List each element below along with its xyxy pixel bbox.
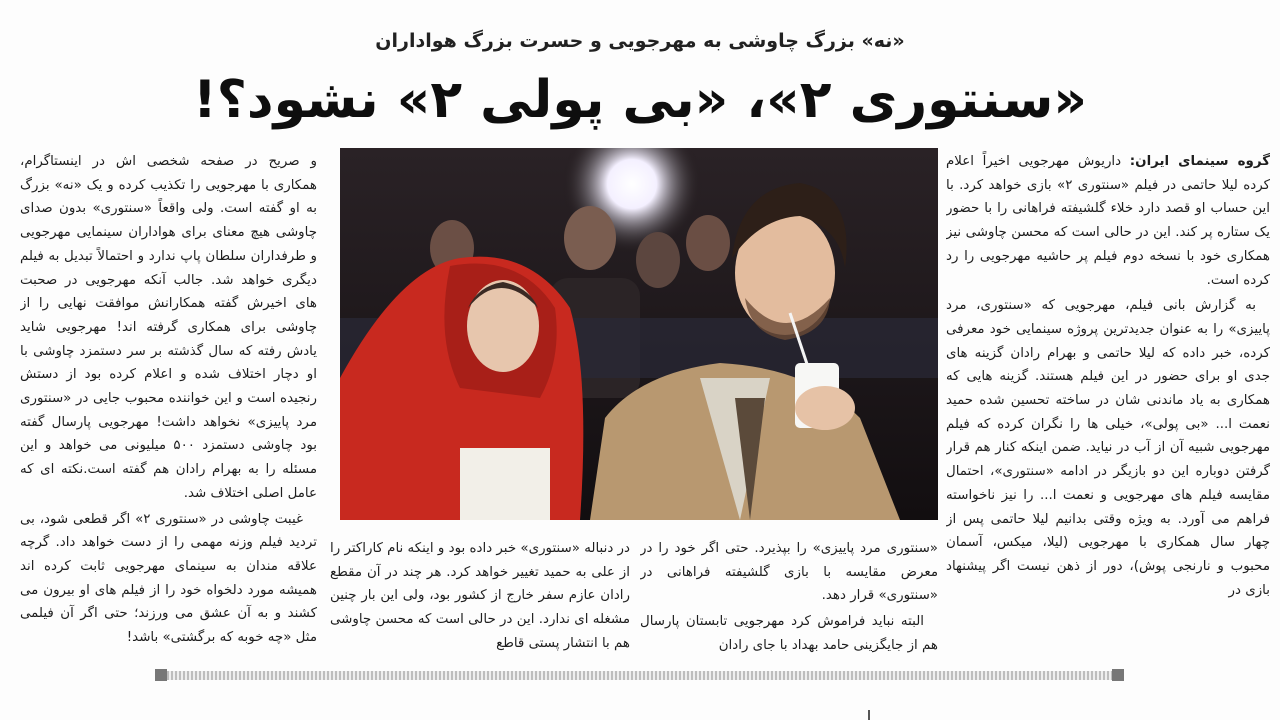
paragraph: به گزارش بانی فیلم، مهرجویی که «سنتوری، مرد پاییزی» را به عنوان جدیدترین پروژه سینمایی خود معرفی کرده، خبر داده که لیلا حاتمی و بهرام رادان گزینه های جدی او برای حضور در این فیلم هستند. گزینه هایی که همکاری به یاد ماندنی شان در ساخته تحسین شده حمید نعمت ا... «بی پولی»، خیلی ها را نگران کرده که فیلم مهرجویی شبیه آن از آب در نیاید. ضمن اینکه کنار هم قرار گرفتن دوباره این دو بازیگر در ادامه «سنتوری»، احتمال مقایسه فیلم های مهرجویی و نعمت ا... را نیز ناخواسته فراهم می آورد. به ویژه وقتی بدانیم لیلا حاتمی پس از چهار سال همکاری با مهرجویی (لیلا، میکس، آسمان محبوب و نارنجی پوش)، دور از ذهن نیست اگر پیشنهاد بازی در	[946, 298, 1270, 598]
column-right	[946, 150, 1270, 660]
page-separator	[155, 671, 1123, 680]
paragraph: غیبت چاوشی در «سنتوری ۲» اگر قطعی شود، بی تردید فیلم وزنه مهمی را از دست خواهد داد. گرچه علاقه مندان به سینمای مهرجویی ثابت کرده اند همیشه مورد دلخواه خود را از فیلم های او بیرون می کشند و به آن عشق می ورزند؛ حتی اگر آن فیلمی مثل «چه خوبه که برگشتی» باشد!	[20, 511, 317, 646]
column-left	[20, 150, 317, 665]
paragraph-text: داریوش مهرجویی اخیراً اعلام کرده لیلا حاتمی در فیلم «سنتوری ۲» بازی خواهد کرد. با این حساب او قصد دارد خلاء گلشیفته فراهانی را با حضور یک ستاره پر کند. این در حالی است که محسن چاوشی نیز همکاری خود با نسخه دوم فیلم پر حاشیه مهرجویی را رد کرده است.	[946, 154, 1270, 288]
paragraph: و صریح در صفحه شخصی اش در اینستاگرام، همکاری با مهرجویی را تکذیب کرده و یک «نه» بزرگ به او گفته است. ولی واقعاً «سنتوری» بدون صدای چاوشی هیچ معنای برای هواداران سینمایی مهرجویی و طرفداران سلطان پاپ ندارد و احتمالاً تبدیل به فیلم دیگری خواهد شد. جالب آنکه مهرجویی در صحبت های اخیرش گفته همکارانش موافقت نهایی را از چاوشی برای همکاری گرفته اند! مهرجویی شاید یادش رفته که سال گذشته بر سر دستمزد چاوشی با او دچار اختلاف شده و اعلام کرده بود از دستش رنجیده است و این خواننده محبوب جایی در «سنتوری مرد پاییزی» نخواهد داشت! مهرجویی پارسال گفته بود چاوشی دستمزد ۵۰۰ میلیونی می خواهد و این مسئله را به بهرام رادان هم گفته است.نکته ای که عامل اصلی اختلاف شد.	[20, 154, 317, 501]
column-rule	[868, 710, 870, 720]
article-headline: «سنتوری ۲»، «بی پولی ۲» نشود؟!	[193, 70, 1087, 130]
cinema-scene-illustration	[340, 148, 938, 520]
lead-label: گروه سینمای ایران:	[1129, 154, 1270, 169]
separator-cap-right	[1112, 669, 1124, 681]
paragraph: «سنتوری مرد پاییزی» را بپذیرد. حتی اگر خود را در معرض مقایسه با بازی گلشیفته فراهانی در «سنتوری» قرار دهد.	[640, 541, 938, 604]
paragraph: در دنباله «سنتوری» خبر داده بود و اینکه نام کاراکتر را از علی به حمید تغییر خواهد کرد. هر چند در آن مقطع رادان عازم سفر خارج از کشور بود، ولی این بار چنین مشغله ای ندارد. این در حالی است که محسن چاوشی هم با انتشار پستی قاطع	[330, 541, 630, 651]
article-kicker: «نه» بزرگ چاوشی به مهرجویی و حسرت بزرگ هواداران	[375, 30, 905, 52]
paragraph: البته نباید فراموش کرد مهرجویی تابستان پارسال هم از جایگزینی حامد بهداد با جای رادان	[640, 614, 938, 653]
paragraph	[946, 150, 1270, 292]
article-photo	[340, 148, 938, 520]
separator-cap-left	[155, 669, 167, 681]
column-middle-left	[330, 537, 630, 665]
column-middle-right	[640, 537, 938, 665]
